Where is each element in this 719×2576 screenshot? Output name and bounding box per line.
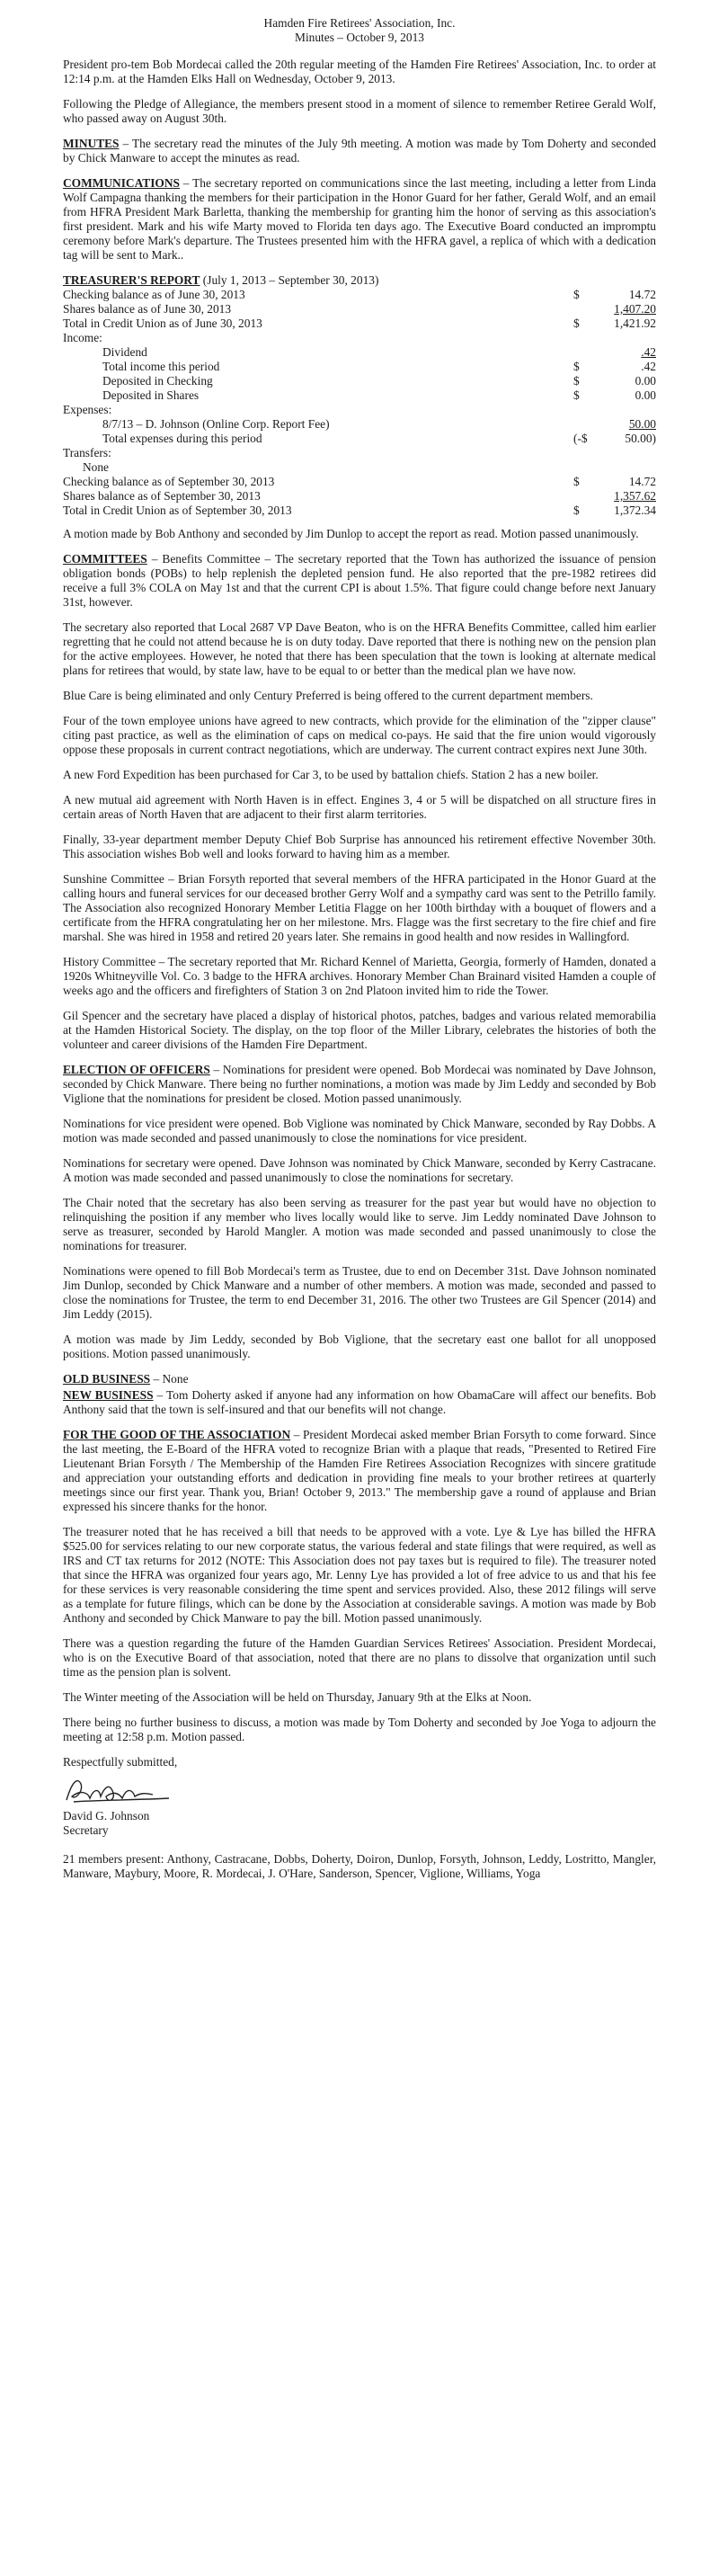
- retirement-paragraph: Finally, 33-year department member Deputy Chief Bob Surprise has announced his retirement effective November 30th. This association wishes Bob well and looks forward to having him as a member.: [63, 833, 656, 860]
- old-business-section: [63, 1372, 656, 1386]
- treasurer-row-amount: 50.00: [628, 417, 656, 431]
- treasurer-row-amount: [593, 403, 656, 417]
- treasurer-row-label: Deposited in Shares: [102, 388, 200, 402]
- committees-section: [63, 552, 656, 610]
- treasurer-row-amount: 50.00): [625, 432, 656, 445]
- secretary-title: Secretary: [63, 1823, 109, 1837]
- ballot-paragraph: A motion was made by Jim Leddy, seconded by Bob Viglione, that the secretary east one ballot for all unopposed positions. Motion passed unanimously.: [63, 1333, 656, 1360]
- treasurer-row: [63, 417, 656, 432]
- bluecare-paragraph: Blue Care is being eliminated and only Century Preferred is being offered to the current department members.: [63, 689, 593, 702]
- signature-scribble: [63, 1773, 180, 1809]
- treasurer-row-label: 8/7/13 – D. Johnson (Online Corp. Report Fee): [102, 417, 330, 431]
- minutes-text: – The secretary read the minutes of the July 9th meeting. A motion was made by Tom Doherty and seconded by Chick Manware to accept the minutes as read.: [63, 137, 656, 165]
- benefits-text: – Benefits Committee – The secretary reported that the Town has authorized the issuance of pension obligation bonds (POBs) to help replenish the depleted pension fund. He also reported that the pre-1982 retirees did receive a full 3% COLA on May 1st and that the current CPI is about 1.5%. That figure could change before next January 31st, however.: [63, 552, 656, 609]
- treasurer-row-label: Expenses:: [63, 403, 112, 416]
- treasurer-row-label: None: [83, 460, 110, 474]
- sunshine-paragraph: Sunshine Committee – Brian Forsyth reported that several members of the HFRA participated in the Honor Guard at the calling hours and funeral services for our deceased brother Gerry Wolf and a sympathy card was sent to the Petrillo family. The Association also recognized Honorary Member Letitia Flagge on her 100th birthday with a bouquet of flowers and a certificate from the HFRA congratulating her on her milestone. Mrs. Flagge was the first secretary to the fire chief and fire marshal. She was hired in 1958 and retired 20 years later. She remains in good health and now resides in Wallingford.: [63, 872, 656, 943]
- treasurer-row: [63, 432, 656, 446]
- new-business-heading: NEW BUSINESS: [63, 1388, 154, 1402]
- new-business-section: [63, 1388, 656, 1417]
- treasurer-row-amount: [593, 331, 656, 345]
- treasurer-row-amount: .42: [641, 345, 656, 359]
- treasurer-row-amount: 1,407.20: [614, 302, 656, 316]
- treasurer-row-amount: 1,357.62: [614, 489, 656, 503]
- treasurer-row-sign: [573, 302, 593, 316]
- secretary-paragraph: Nominations for secretary were opened. Dave Johnson was nominated by Chick Manware, seconded by Kerry Castracane. A motion was made seconded and passed unanimously to close the nominations for secretary.: [63, 1156, 656, 1184]
- treasurer-row: [63, 460, 656, 475]
- ford-paragraph: A new Ford Expedition has been purchased for Car 3, to be used by battalion chiefs. Station 2 has a new boiler.: [63, 768, 599, 781]
- treasurer-row-label: Shares balance as of September 30, 2013: [63, 489, 261, 503]
- treasurer-row-sign: [573, 460, 593, 475]
- treasurer-row: [63, 302, 656, 316]
- good-of-association-text: – President Mordecai asked member Brian Forsyth to come forward. Since the last meeting, the E-Board of the HFRA voted to recognize Brian with a plaque that reads, "Presented to Retired Fire Lieutenant Brian Forsyth / The Membership of the Hamden Fire Retirees Association Recognizes with sincere gratitude and appreciation your outstanding efforts and dedication in providing fine meals to your brother retirees at quarterly meetings since our first year. Thank you, Brian! October 9, 2013." The membership gave a round of applause and Brian expressed his sincere thanks for the honor.: [63, 1428, 657, 1513]
- local-paragraph: The secretary also reported that Local 2687 VP Dave Beaton, who is on the HFRA Benefits Committee, called him earlier regretting that he could not attend because he is on duty today. Dave reported that there is nothing new on the pension plan for the active employees. However, he noted that there has been speculation that the town is looking at alternate medical plans for retirees that would, by state law, have to be equal to or better than the medical plan we have now.: [63, 620, 656, 677]
- treasurer-row-sign: (-$: [573, 432, 588, 445]
- treasurer-row-amount: [593, 446, 656, 460]
- communications-text: – The secretary reported on communications since the last meeting, including a letter from Linda Wolf Campagna thanking the members for their participation in the Honor Guard for her father, Gerald Wolf, and an email from HFRA President Mark Barletta, thanking the membership for granting him the honor of serving as this association's first president. Mark and his wife Marty moved to Florida ten days ago. The Executive Board conducted an impromptu ceremony before Mark's departure. The Trustees presented him with the HFRA gavel, a replica of which with a dedication tag will be sent to Mark..: [63, 176, 656, 262]
- good-of-association-heading: FOR THE GOOD OF THE ASSOCIATION: [63, 1428, 291, 1441]
- treasurer-row: [63, 489, 656, 504]
- treasurer-row-amount: 1,421.92: [614, 316, 656, 330]
- treasurer-row: [63, 504, 656, 518]
- treasurer-row-label: Total in Credit Union as of September 30, 2013: [63, 504, 292, 517]
- treasurer-row-amount: 0.00: [635, 374, 656, 388]
- treasurer-row-amount: 1,372.34: [614, 504, 656, 517]
- treasurer-row-amount: [593, 460, 656, 475]
- treasurer-row: [63, 374, 656, 388]
- treasurer-row: [63, 403, 656, 417]
- minutes-heading: MINUTES: [63, 137, 120, 150]
- treasurer-row-label: Total in Credit Union as of June 30, 2013: [63, 316, 262, 330]
- treasurer-row-sign: $: [573, 316, 580, 330]
- treasurer-row: [63, 446, 656, 460]
- treasurer-row-sign: $: [573, 288, 580, 301]
- treasurer-row: [63, 475, 656, 489]
- treasurer-row-label: Income:: [63, 331, 102, 344]
- treasurer-row-sign: [573, 446, 593, 460]
- committees-heading: COMMITTEES: [63, 552, 147, 566]
- bill-paragraph: The treasurer noted that he has received a bill that needs to be approved with a vote. Lye & Lye has billed the HFRA $525.00 for services relating to our new corporate status, the various federal and state filings that were required, as well as IRS and CT tax returns for 2012 (NOTE: This Association does not pay taxes but is required to file). The treasurer noted that since the HFRA was organized four years ago, Mr. Lenny Lye has provided a lot of free advice to us and that his fee for these services is very reasonable considering the time spent and services provided. Also, these 2012 filings will serve as a template for future filings, which can be done by the Association at considerable savings. A motion was made by Bob Anthony and seconded by Chick Manware to pay the bill. Motion passed unanimously.: [63, 1525, 656, 1625]
- adjourn-paragraph: There being no further business to discuss, a motion was made by Tom Doherty and seconded by Joe Yoga to adjourn the meeting at 12:58 p.m. Motion passed.: [63, 1716, 656, 1743]
- closing-block: [63, 1755, 656, 1881]
- treasurer-row: [63, 331, 656, 345]
- treasurer-row-sign: $: [573, 475, 580, 488]
- treasurer-row-sign: $: [573, 374, 580, 388]
- treasurer-row-amount: 14.72: [628, 288, 656, 301]
- document-header: [63, 16, 656, 45]
- treasurer-row: [63, 288, 656, 302]
- minutes-document: [63, 16, 656, 1892]
- treasurer-row: [63, 345, 656, 360]
- display-paragraph: Gil Spencer and the secretary have placed a display of historical photos, patches, badges and various related memorabilia at the Hamden Historical Society. The display, on the top floor of the Miller Library, celebrates the histories of both the volunteer and career divisions of the Hamden Fire Department.: [63, 1009, 656, 1051]
- winter-meeting-paragraph: The Winter meeting of the Association will be held on Thursday, January 9th at the Elks at Noon.: [63, 1690, 532, 1704]
- treasurer-row-label: Checking balance as of September 30, 2013: [63, 475, 275, 488]
- treasurer-row-sign: [573, 489, 593, 504]
- mutual-aid-paragraph: A new mutual aid agreement with North Haven is in effect. Engines 3, 4 or 5 will be dispatched on all structure fires in certain areas of North Haven that are adjacent to their first alarm territories.: [63, 793, 656, 821]
- trustee-paragraph: Nominations were opened to fill Bob Mordecai's term as Trustee, due to end on December 31st. Dave Johnson nominated Jim Dunlop, seconded by Chick Manware and a number of other members. A motion was made, seconded and passed to close the nominations for Trustee, the term to end December 31, 2016. The other two Trustees are Gil Spencer (2014) and Jim Leddy (2015).: [63, 1264, 656, 1321]
- treasurer-row: [63, 316, 656, 331]
- treasurer-title: [63, 273, 656, 288]
- old-business-text: – None: [150, 1372, 189, 1386]
- treasurer-row-amount: 0.00: [635, 388, 656, 402]
- vp-paragraph: Nominations for vice president were opened. Bob Viglione was nominated by Chick Manware, seconded by Ray Dobbs. A motion was made seconded and passed unanimously to close the nominations for vice president.: [63, 1117, 656, 1145]
- unions-paragraph: Four of the town employee unions have agreed to new contracts, which provide for the elimination of the "zipper clause" citing past practice, as well as the elimination of caps on medical co-pays. He said that the fire union would vigorously oppose these proposals in current contract negotiations, which are underway. The current contract expires next June 30th.: [63, 714, 656, 756]
- treasurer-row: [63, 388, 656, 403]
- communications-heading: COMMUNICATIONS: [63, 176, 180, 190]
- treasurer-row-sign: $: [573, 360, 580, 373]
- treasurer-row-label: Deposited in Checking: [102, 374, 213, 388]
- pledge-paragraph: Following the Pledge of Allegiance, the members present stood in a moment of silence to remember Retiree Gerald Wolf, who passed away on August 30th.: [63, 97, 656, 125]
- good-of-association-section: [63, 1428, 656, 1514]
- treasurer-section: [63, 273, 656, 518]
- new-business-text: – Tom Doherty asked if anyone had any information on how ObamaCare will affect our benefits. Bob Anthony said that the town is self-insured and that our benefits will not change.: [63, 1388, 657, 1416]
- election-heading: ELECTION OF OFFICERS: [63, 1063, 210, 1076]
- treasurer-row-label: Total expenses during this period: [102, 432, 262, 445]
- treasurer-period: (July 1, 2013 – September 30, 2013): [200, 273, 379, 287]
- history-paragraph: History Committee – The secretary reported that Mr. Richard Kennel of Marietta, Georgia, formerly of Hamden, donated a 1920s Whitneyville Vol. Co. 3 badge to the HFRA archives. Honorary Member Chan Brainard visited Hamden a couple of weeks ago and the officers and firefighters of Station 3 on 2nd Platoon invited him to ride the Tower.: [63, 955, 656, 997]
- signature: [63, 1773, 656, 1809]
- old-business-heading: OLD BUSINESS: [63, 1372, 151, 1386]
- treasurer-row-amount: 14.72: [628, 475, 656, 488]
- election-text: – Nominations for president were opened. Bob Mordecai was nominated by Dave Johnson, seconded by Chick Manware. There being no further nominations, a motion was made by Jim Leddy and seconded by Bob Viglione that the nominations for president be closed. Motion passed unanimously.: [63, 1063, 656, 1105]
- treasurer-row-label: Dividend: [102, 345, 147, 359]
- minutes-section: [63, 137, 656, 165]
- respectfully-line: Respectfully submitted,: [63, 1755, 178, 1769]
- opening-paragraph: President pro-tem Bob Mordecai called the 20th regular meeting of the Hamden Fire Retirees' Association, Inc. to order at 12:14 p.m. at the Hamden Elks Hall on Wednesday, October 9, 2013.: [63, 58, 656, 85]
- treasurer-row-amount: .42: [641, 360, 656, 373]
- treasurer-row-sign: [573, 403, 593, 417]
- treasurer-row-label: Shares balance as of June 30, 2013: [63, 302, 232, 316]
- treasurer-motion: A motion made by Bob Anthony and seconded by Jim Dunlop to accept the report as read. Motion passed unanimously.: [63, 527, 639, 540]
- minutes-date: Minutes – October 9, 2013: [295, 31, 424, 44]
- election-section: [63, 1063, 656, 1106]
- treasurer-table: [63, 288, 656, 518]
- treasurer-row-label: Total income this period: [102, 360, 220, 373]
- treasurer-heading: TREASURER'S REPORT: [63, 273, 200, 287]
- treasurer-row-label: Transfers:: [63, 446, 111, 459]
- treasurer-row-sign: [573, 417, 593, 432]
- treasurer-row-sign: $: [573, 504, 580, 517]
- treasurer-row: [63, 360, 656, 374]
- treasurer-nomination-paragraph: The Chair noted that the secretary has also been serving as treasurer for the past year but would have no objection to relinquishing the position if any member who lives locally would like to serve. Jim Leddy nominated Dave Johnson to serve as treasurer, seconded by Harold Mangler. A motion was made seconded and passed unanimously to close the nominations for treasurer.: [63, 1196, 656, 1252]
- members-present: 21 members present: Anthony, Castracane, Dobbs, Doherty, Doiron, Dunlop, Forsyth, Johnson, Leddy, Lostritto, Mangler, Manware, Maybury, Moore, R. Mordecai, J. O'Hare, Sanderson, Spencer, Viglione, Williams, Yoga: [63, 1852, 656, 1880]
- org-title: Hamden Fire Retirees' Association, Inc.: [263, 16, 456, 30]
- treasurer-row-sign: $: [573, 388, 580, 402]
- treasurer-row-sign: [573, 345, 593, 360]
- secretary-name: David G. Johnson: [63, 1809, 150, 1823]
- treasurer-row-sign: [573, 331, 593, 345]
- treasurer-row-label: Checking balance as of June 30, 2013: [63, 288, 245, 301]
- communications-section: [63, 176, 656, 263]
- guardian-paragraph: There was a question regarding the future of the Hamden Guardian Services Retirees' Association. President Mordecai, who is on the Executive Board of that association, noted that there are no plans to dissolve that organization until such time as the pension plan is solvent.: [63, 1636, 656, 1679]
